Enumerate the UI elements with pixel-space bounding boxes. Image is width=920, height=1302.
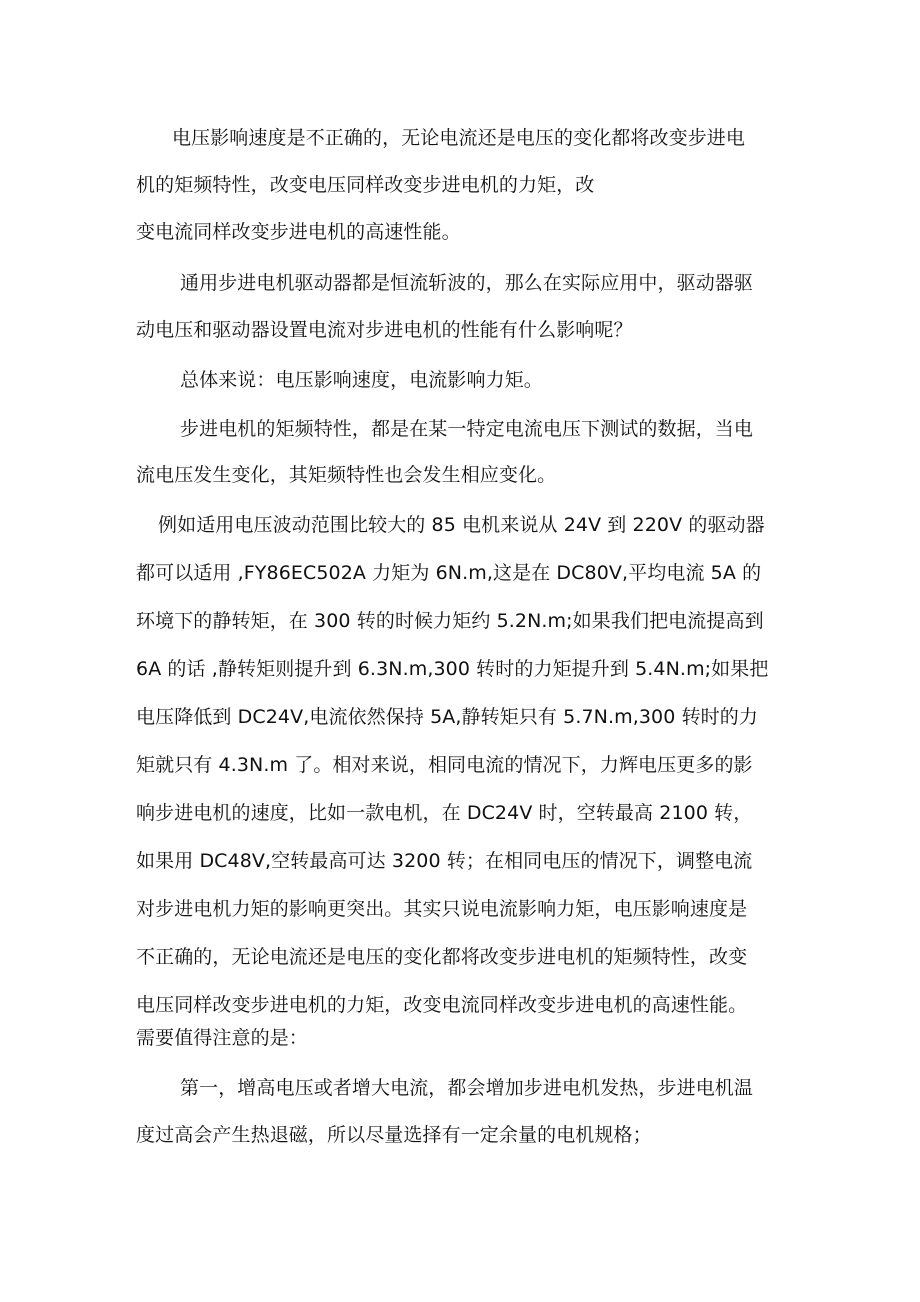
text-line: 流电压发生变化，其矩频特性也会发生相应变化。 (136, 464, 557, 486)
text-line: 通用步进电机驱动器都是恒流斩波的，那么在实际应用中，驱动器驱 (180, 272, 754, 294)
text-line: 都可以适用 ,FY86EC502A 力矩为 6N.m,这是在 DC80V,平均电流 5A 的 (136, 562, 762, 584)
text-line: 如果用 DC48V,空转最高可达 3200 转；在相同电压的情况下，调整电流 (136, 850, 753, 872)
text-line: 例如适用电压波动范围比较大的 85 电机来说从 24V 到 220V 的驱动器 (158, 514, 765, 536)
text-line: 变电流同样改变步进电机的高速性能。 (136, 221, 461, 243)
text-line: 环境下的静转矩，在 300 转的时候力矩约 5.2N.m;如果我们把电流提高到 (136, 610, 764, 632)
text-line: 第一，增高电压或者增大电流，都会增加步进电机发热，步进电机温 (180, 1077, 754, 1099)
text-line: 对步进电机力矩的影响更突出。其实只说电流影响力矩，电压影响速度是 (136, 898, 748, 920)
text-line: 动电压和驱动器设置电流对步进电机的性能有什么影响呢？ (136, 319, 633, 341)
text-line: 矩就只有 4.3N.m 了。相对来说，相同电流的情况下，力辉电压更多的影 (136, 754, 753, 776)
text-line: 电压降低到 DC24V,电流依然保持 5A,静转矩只有 5.7N.m,300 转时的力 (136, 706, 758, 728)
text-line: 机的矩频特性，改变电压同样改变步进电机的力矩，改 (136, 174, 595, 196)
text-line: 度过高会产生热退磁，所以尽量选择有一定余量的电机规格； (136, 1124, 652, 1146)
text-line: 需要值得注意的是： (136, 1027, 308, 1049)
text-line: 总体来说：电压影响速度，电流影响力矩。 (180, 369, 543, 391)
text-line: 电压同样改变步进电机的力矩，改变电流同样改变步进电机的高速性能。 (136, 994, 748, 1016)
text-line: 电压影响速度是不正确的，无论电流还是电压的变化都将改变步进电 (172, 127, 746, 149)
text-line: 6A 的话 ,静转矩则提升到 6.3N.m,300 转时的力矩提升到 5.4N.m;如果把 (136, 658, 769, 680)
text-line: 步进电机的矩频特性，都是在某一特定电流电压下测试的数据，当电 (180, 418, 754, 440)
text-line: 不正确的，无论电流还是电压的变化都将改变步进电机的矩频特性，改变 (136, 946, 748, 968)
text-line: 响步进电机的速度，比如一款电机，在 DC24V 时，空转最高 2100 转， (136, 802, 753, 824)
